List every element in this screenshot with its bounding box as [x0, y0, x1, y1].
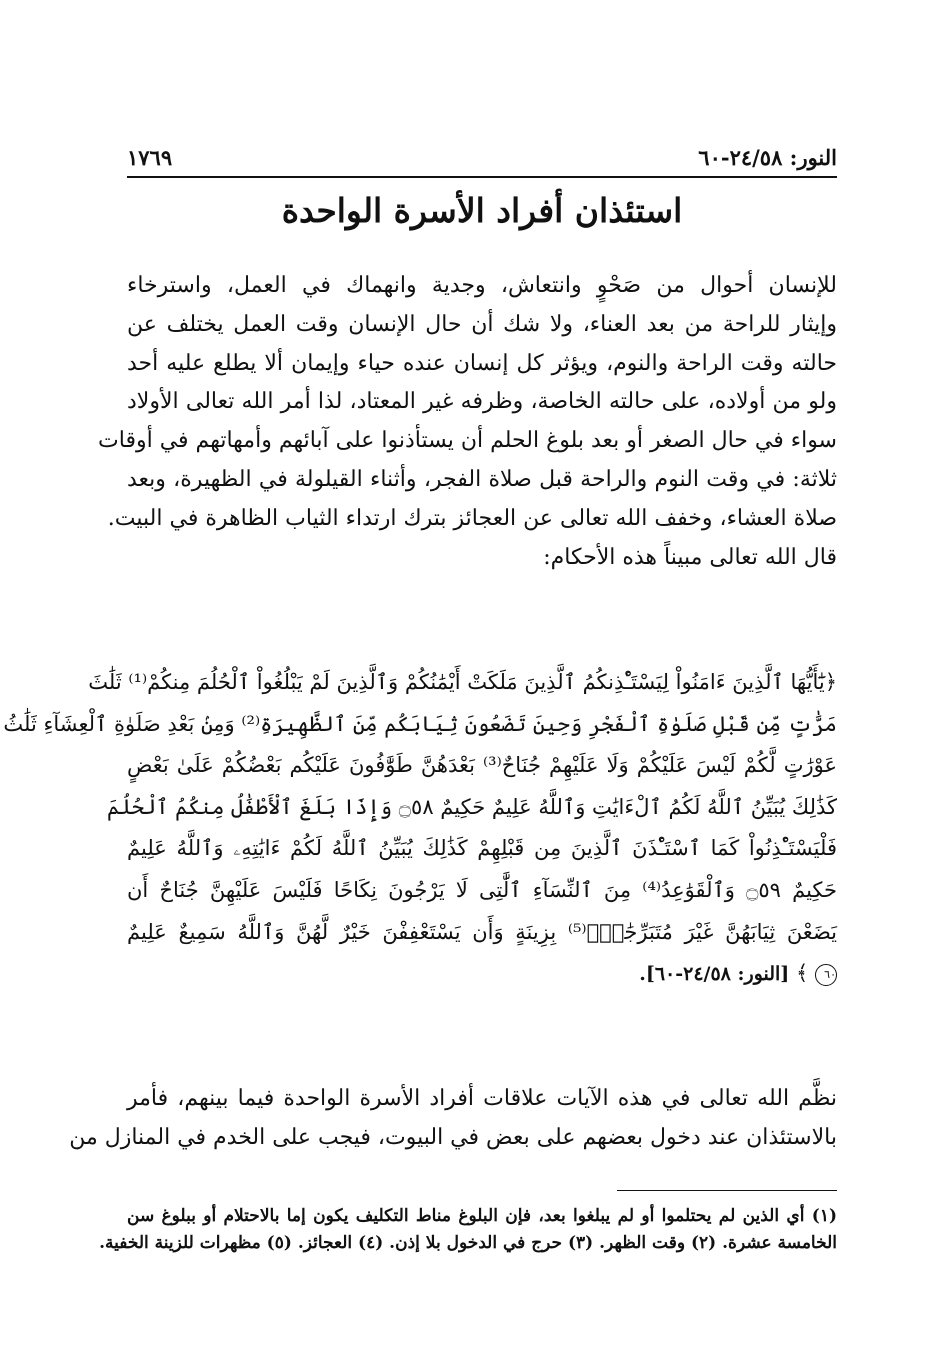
footnote-rule	[617, 1190, 837, 1191]
text-line: ولو من أولاده، على حالته الخاصة، وظرفه غير المعتاد، لذا أمر الله تعالى الأولاد	[127, 389, 837, 415]
commentary-paragraph	[69, 1080, 837, 1157]
footnotes	[99, 1203, 837, 1257]
section-title: استئذان أفراد الأسرة الواحدة	[281, 191, 683, 230]
text-line: بالاستئذان عند دخول بعضهم على بعض في البيوت، فيجب على الخدم في المنازل من	[69, 1124, 837, 1150]
verse-line: مَرَّٰتٍ مِّن قَبْلِ صَلَوٰةِ ٱلْفَجْرِ وَحِينَ تَضَعُونَ ثِيَابَكُم مِّنَ ٱلظَّهِيرَةِ⁽²⁾ وَمِنۢ بَعْدِ صَلَوٰةِ ٱلْعِشَآءِ ثَلَٰثُ	[3, 711, 837, 736]
verse-line: فَلْيَسْتَـْٔذِنُواْ كَمَا ٱسْتَـْٔذَنَ ٱلَّذِينَ مِن قَبْلِهِمْ كَذَٰلِكَ يُبَيِّنُ ٱللَّهُ لَكُمْ ءَايَٰتِهِۦ وَٱللَّهُ عَلِيمٌ	[127, 836, 837, 861]
surah-reference: النور: ٢٤/٥٨-٦٠	[698, 144, 837, 170]
running-header	[127, 138, 837, 176]
verse-line: ﴿يَٰٓأَيُّهَا ٱلَّذِينَ ءَامَنُواْ لِيَسْتَـْٔذِنكُمُ ٱلَّذِينَ مَلَكَتْ أَيْمَٰنُكُمْ وَٱلَّذِينَ لَمْ يَبْلُغُواْ ٱلْحُلُمَ مِنكُمْ⁽¹⁾ ثَلَٰثَ	[88, 670, 837, 694]
verse-line: حَكِيمٌ ۝٥٩ وَٱلْقَوَٰعِدُ⁽⁴⁾ مِنَ ٱلنِّسَآءِ ٱلَّٰتِى لَا يَرْجُونَ نِكَاحًا فَلَيْسَ عَلَيْهِنَّ جُنَاحٌ أَن	[127, 877, 838, 902]
intro-paragraph	[98, 267, 838, 577]
verse-line: عَوْرَٰتٍ لَّكُمْ لَيْسَ عَلَيْكُمْ وَلَا عَلَيْهِمْ جُنَاحٌ⁽³⁾ بَعْدَهُنَّ طَوَّٰفُونَ عَلَيْكُم بَعْضُكُمْ عَلَىٰ بَعْضٍ	[127, 753, 837, 778]
verse-closing-bracket: ﴾	[796, 961, 809, 986]
verse-line: يَضَعْنَ ثِيَابَهُنَّ غَيْرَ مُتَبَرِّجَٰتٍۭ⁽⁵⁾ بِزِينَةٍ وَأَن يَسْتَعْفِفْنَ خَيْرٌ لَّهُنَّ وَٱللَّهُ سَمِيعٌ عَلِيمٌ	[127, 919, 837, 944]
header-rule	[127, 176, 837, 178]
text-line: سواء في حال الصغر أو بعد بلوغ الحلم أن يستأذنوا على آبائهم وأمهاتهم في أوقات	[98, 428, 837, 454]
verse-reference: [النور: ٢٤/٥٨-٦٠].	[639, 963, 790, 986]
text-line: قال الله تعالى مبيناً هذه الأحكام:	[543, 544, 837, 570]
footnote-line: الخامسة عشرة. (٢) وقت الظهر. (٣) حرج في الدخول بلا إذن. (٤) العجائز. (٥) مظهرات للزينة الخفية.	[99, 1233, 837, 1253]
verse-end-line	[127, 953, 837, 996]
quran-verses	[3, 662, 838, 996]
page-number: ١٧٦٩	[127, 144, 173, 170]
text-line: صلاة العشاء، وخفف الله تعالى عن العجائز بترك ارتداء الثياب الظاهرة في البيت.	[107, 505, 837, 531]
ayah-number-marker: ٦٠	[815, 964, 837, 986]
text-line: نظَّم الله تعالى في هذه الآيات علاقات أفراد الأسرة الواحدة فيما بينهم، فأمر	[127, 1086, 837, 1111]
footnote-line: (١) أي الذين لم يحتلموا أو لم يبلغوا بعد، فإن البلوغ مناط التكليف يكون إما بالاحتلام أو ببلوغ سن	[127, 1206, 837, 1226]
text-line: ثلاثة: في وقت النوم والراحة قبل صلاة الفجر، وأثناء القيلولة في الظهيرة، وبعد	[127, 466, 837, 492]
text-line: حالته وقت الراحة والنوم، ويؤثر كل إنسان عنده حياء وإيمان ألا يطلع عليه أحد	[127, 350, 838, 376]
verse-line: كَذَٰلِكَ يُبَيِّنُ ٱللَّهُ لَكُمُ ٱلْءَايَٰتِ وَٱللَّهُ عَلِيمٌ حَكِيمٌ ۝٥٨ وَإِذَا بَلَغَ ٱلْأَطْفَٰلُ مِنكُمُ ٱلْحُلُمَ	[106, 794, 837, 819]
text-line: وإيثار للراحة من بعد العناء، ولا شك أن حال الإنسان وقت العمل يختلف عن	[127, 311, 837, 337]
text-line: للإنسان أحوال من صَحْوٍ وانتعاش، وجدية وانهماك في العمل، واسترخاء	[127, 273, 837, 298]
